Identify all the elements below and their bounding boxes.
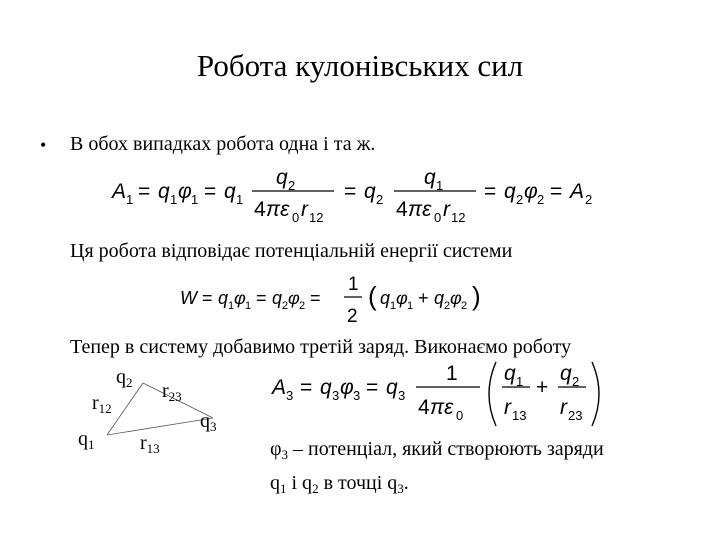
slide-title: Робота кулонівських сил <box>196 48 524 83</box>
svg-text:q: q <box>504 180 516 203</box>
svg-text:1: 1 <box>228 300 235 312</box>
svg-text:q: q <box>272 288 283 308</box>
svg-text:=: = <box>204 180 217 203</box>
svg-text:r: r <box>443 198 450 221</box>
svg-text:+: + <box>418 288 429 308</box>
svg-text:q: q <box>364 180 376 203</box>
svg-text:q: q <box>560 362 572 385</box>
svg-text:4: 4 <box>418 396 430 419</box>
formula-third-charge-work <box>268 356 608 434</box>
svg-text:A: A <box>570 180 585 203</box>
svg-text:2: 2 <box>516 192 524 207</box>
svg-text:r: r <box>560 396 567 419</box>
svg-text:1: 1 <box>245 300 252 312</box>
svg-text:1: 1 <box>390 300 397 312</box>
svg-text:πε: πε <box>430 396 454 419</box>
svg-text:2: 2 <box>444 300 451 312</box>
formula-potential-energy <box>176 272 496 332</box>
svg-text:12: 12 <box>309 210 324 225</box>
label-q1: $q_1$ <box>78 428 95 452</box>
svg-text:): ) <box>472 281 481 311</box>
label-r13: $r_{13}$ <box>140 432 160 456</box>
svg-text:4: 4 <box>254 198 266 221</box>
svg-text:1: 1 <box>236 192 244 207</box>
svg-text:3: 3 <box>286 388 294 403</box>
svg-text:2: 2 <box>376 192 384 207</box>
bullet-marker: • <box>40 135 47 155</box>
svg-text:q: q <box>276 166 288 189</box>
svg-text:φ: φ <box>234 288 246 308</box>
svg-text:A: A <box>272 376 287 399</box>
label-q2: $q_2$ <box>116 366 133 390</box>
svg-text:φ: φ <box>396 288 408 308</box>
svg-text:q: q <box>158 180 170 203</box>
svg-text:q: q <box>224 180 236 203</box>
svg-text:=: = <box>310 288 321 308</box>
svg-text:1: 1 <box>407 300 414 312</box>
svg-text:2: 2 <box>537 192 545 207</box>
svg-text:=: = <box>484 180 497 203</box>
svg-text:(: ( <box>368 281 377 311</box>
svg-text:2: 2 <box>585 192 593 207</box>
svg-text:2: 2 <box>347 306 358 327</box>
svg-text:πε: πε <box>408 198 432 221</box>
svg-text:r: r <box>504 396 511 419</box>
svg-text:=: = <box>256 288 267 308</box>
svg-text:=: = <box>138 180 151 203</box>
svg-text:=: = <box>550 180 563 203</box>
svg-text:A: A <box>112 180 127 203</box>
svg-text:0: 0 <box>456 408 464 423</box>
svg-text:q: q <box>320 376 332 399</box>
svg-text:2: 2 <box>461 300 468 312</box>
svg-text:W: W <box>180 288 197 308</box>
svg-text:1: 1 <box>170 192 178 207</box>
label-q3: $q_3$ <box>200 410 217 434</box>
svg-text:q: q <box>218 288 229 308</box>
svg-text:1: 1 <box>516 374 524 389</box>
label-r12: $r_{12}$ <box>92 392 112 416</box>
svg-text:1: 1 <box>191 192 199 207</box>
potential-note: $\varphi_3$ – потенціал, який створюють заряди $q_1$ і $q_2$ в точці $q_3$. <box>270 438 604 496</box>
svg-text:=: = <box>366 376 379 399</box>
svg-text:φ: φ <box>450 288 462 308</box>
svg-text:0: 0 <box>434 210 442 225</box>
svg-text:1: 1 <box>446 362 458 385</box>
label-r23: $r_{23}$ <box>162 380 182 404</box>
svg-text:φ: φ <box>178 180 192 203</box>
svg-text:φ: φ <box>524 180 538 203</box>
svg-text:r: r <box>301 198 308 221</box>
svg-text:+: + <box>536 376 549 399</box>
svg-text:3: 3 <box>332 388 340 403</box>
svg-text:23: 23 <box>568 408 583 423</box>
svg-text:q: q <box>386 376 398 399</box>
svg-text:φ: φ <box>288 288 300 308</box>
svg-text:3: 3 <box>353 388 361 403</box>
statement-potential-energy: Ця робота відповідає потенціальній енергії системи <box>70 240 513 262</box>
svg-text:4: 4 <box>396 198 408 221</box>
svg-text:1: 1 <box>126 192 134 207</box>
svg-text:2: 2 <box>282 300 289 312</box>
side-r13 <box>107 418 213 435</box>
svg-text:2: 2 <box>299 300 306 312</box>
svg-text:1: 1 <box>436 178 444 193</box>
svg-text:1: 1 <box>348 274 359 295</box>
statement-third-charge: Тепер в систему добавимо третій заряд. Виконаємо роботу <box>70 336 572 358</box>
svg-text:πε: πε <box>266 198 290 221</box>
svg-text:2: 2 <box>288 178 296 193</box>
svg-text:q: q <box>434 288 445 308</box>
svg-text:φ: φ <box>340 376 354 399</box>
svg-text:=: = <box>344 180 357 203</box>
svg-text:q: q <box>424 166 436 189</box>
statement-same-work: В обох випадках робота одна і та ж. <box>70 133 376 155</box>
svg-text:0: 0 <box>292 210 300 225</box>
formula-work-equality <box>108 160 618 230</box>
svg-text:=: = <box>202 288 213 308</box>
svg-text:13: 13 <box>512 408 527 423</box>
svg-text:3: 3 <box>398 388 406 403</box>
svg-text:q: q <box>504 362 516 385</box>
svg-text:q: q <box>380 288 391 308</box>
svg-text:2: 2 <box>572 374 580 389</box>
svg-text:12: 12 <box>451 210 466 225</box>
svg-text:=: = <box>300 376 313 399</box>
